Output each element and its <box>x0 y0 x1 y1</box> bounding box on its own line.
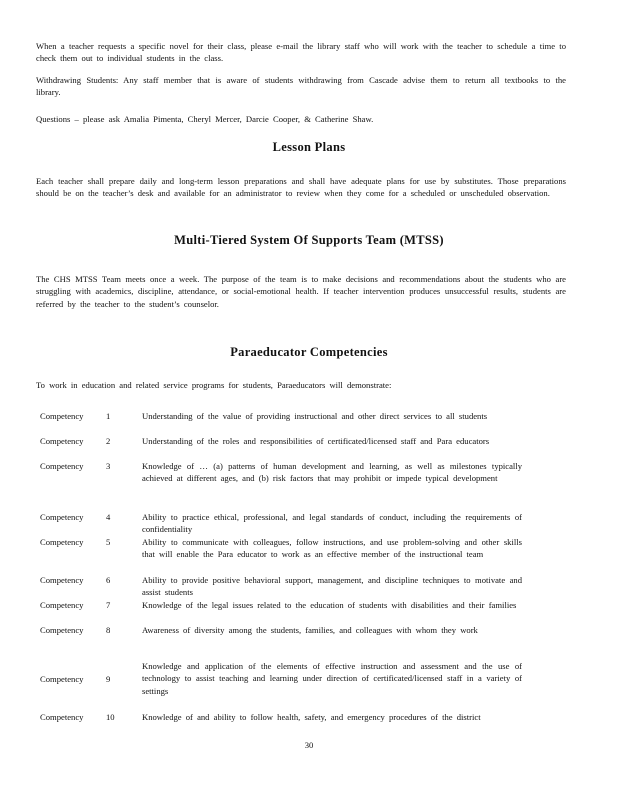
competency-number: 8 <box>106 625 111 635</box>
competency-number: 1 <box>106 411 111 421</box>
page-number: 30 <box>304 740 314 750</box>
competency-description: Understanding of the roles and responsibilities of certificated/licensed staff and Para educators <box>142 436 490 446</box>
paraeducator-intro: To work in education and related service programs for students, Paraeducators will demonstrate: <box>36 380 392 390</box>
competency-number: 3 <box>106 461 111 471</box>
competency-description: Ability to communicate with colleagues, follow instructions, and use problem-solving and other skills that will enable the Para educator to work as an effective member of the instructional team <box>142 537 522 560</box>
lesson-plans-heading: Lesson Plans <box>272 140 346 154</box>
competency-number: 2 <box>106 436 111 446</box>
mtss-paragraph: The CHS MTSS Team meets once a week. The purpose of the team is to make decisions and recommendations about the students who are struggling with academics, discipline, attendance, or social-emotional health. If teacher intervention produces unsuccessful results, students are referred by the teacher to the student’s counselor. <box>36 274 566 309</box>
competency-label: Competency <box>40 600 84 610</box>
competency-number: 5 <box>106 537 111 547</box>
paraeducator-heading: Paraeducator Competencies <box>230 345 388 359</box>
mtss-heading: Multi-Tiered System Of Supports Team (MTSS) <box>174 233 444 247</box>
withdrawing-students-paragraph: Withdrawing Students: Any staff member that is aware of students withdrawing from Cascade advise them to return all textbooks to the library. <box>36 75 566 98</box>
competency-description: Knowledge of and ability to follow health, safety, and emergency procedures of the district <box>142 712 481 722</box>
competency-description: Knowledge of … (a) patterns of human development and learning, as well as milestones typically achieved at different ages, and (b) risk factors that may prohibit or impede typical development <box>142 461 522 484</box>
competency-description: Ability to provide positive behavioral support, management, and discipline techniques to motivate and assist students <box>142 575 522 598</box>
competency-description: Knowledge and application of the elements of effective instruction and assessment and the use of technology to assist teaching and learning under direction of certificated/licensed staff in a variety of settings <box>142 661 522 696</box>
lesson-plans-paragraph: Each teacher shall prepare daily and long-term lesson preparations and shall have adequate plans for use by substitutes. Those preparations should be on the teacher’s desk and available for an administrator to review when they come for a scheduled or unscheduled observation. <box>36 176 566 199</box>
questions-paragraph: Questions – please ask Amalia Pimenta, Cheryl Mercer, Darcie Cooper, & Catherine Shaw. <box>36 114 374 124</box>
competency-description: Awareness of diversity among the students, families, and colleagues with whom they work <box>142 625 478 635</box>
competency-label: Competency <box>40 625 84 635</box>
competency-label: Competency <box>40 712 84 722</box>
competency-label: Competency <box>40 461 84 471</box>
competency-number: 9 <box>106 674 111 684</box>
novel-request-paragraph: When a teacher requests a specific novel for their class, please e-mail the library staff who will work with the teacher to schedule a time to check them out to individual students in the class. <box>36 41 566 64</box>
competency-label: Competency <box>40 436 84 446</box>
competency-description: Ability to practice ethical, professional, and legal standards of conduct, including the requirements of confidentiality <box>142 512 522 535</box>
competency-description: Knowledge of the legal issues related to the education of students with disabilities and their families <box>142 600 517 610</box>
competency-label: Competency <box>40 512 84 522</box>
competency-number: 10 <box>106 712 115 722</box>
competency-number: 4 <box>106 512 111 522</box>
competency-number: 7 <box>106 600 111 610</box>
competency-number: 6 <box>106 575 111 585</box>
competency-label: Competency <box>40 674 84 684</box>
competency-label: Competency <box>40 575 84 585</box>
competency-description: Understanding of the value of providing instructional and other direct services to all students <box>142 411 488 421</box>
competency-label: Competency <box>40 537 84 547</box>
competency-label: Competency <box>40 411 84 421</box>
